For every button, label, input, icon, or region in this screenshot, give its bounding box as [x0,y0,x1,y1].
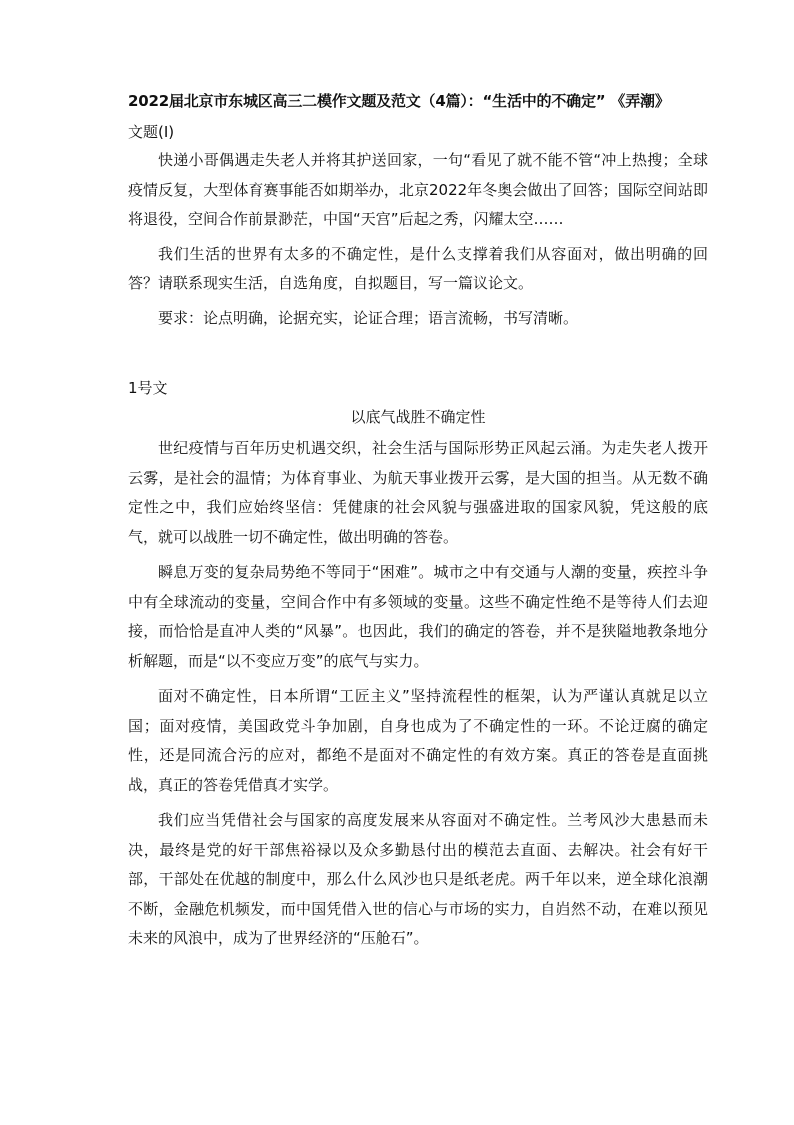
essay-number: 1号文 [128,379,168,397]
document-content [128,88,708,960]
prompt-paragraph-1: 快递小哥偶遇走失老人并将其护送回家，一句“看见了就不能不管“冲上热搜；全球疫情反复，大型体育赛事能否如期举办，北京2022年冬奥会做出了回答；国际空间站即将退役，空间合作前景渺茫，中国“天宫”后起之秀，闪耀太空…… [128,151,708,228]
essay-title: 以底气战胜不确定性 [350,408,486,426]
essay-paragraph-4: 我们应当凭借社会与国家的高度发展来从容面对不确定性。兰考风沙大患悬而未决，最终是党的好干部焦裕禄以及众多勤恳付出的模范去直面、去解决。社会有好干部，干部处在优越的制度中，那么什么风沙也只是纸老虎。两千年以来，逆全球化浪潮不断，金融危机频发，而中国凭借入世的信心与市场的实力，自岿然不动，在难以预见未来的风浪中，成为了世界经济的“压舱石”。 [128,811,708,947]
document-title: 2022届北京市东城区高三二模作文题及范文（4篇）：“生活中的不确定” 《弄潮》 [128,92,670,110]
essay-paragraph-1: 世纪疫情与百年历史机遇交织，社会生活与国际形势正风起云涌。为走失老人拨开云雾，是社会的温情；为体育事业、为航天事业拨开云雾，是大国的担当。从无数不确定性之中，我们应始终坚信：凭健康的社会风貌与强盛进取的国家风貌，凭这般的底气，就可以战胜一切不确定性，做出明确的答卷。 [128,439,708,546]
section-spacer [128,338,708,374]
essay-paragraph-2: 瞬息万变的复杂局势绝不等同于“困难”。城市之中有交通与人潮的变量，疾控斗争中有全球流动的变量，空间合作中有多领域的变量。这些不确定性绝不是等待人们去迎接，而恰恰是直冲人类的“风暴”。也因此，我们的确定的答卷，并不是狭隘地教条地分析解题，而是“以不变应万变”的底气与实力。 [128,563,708,670]
prompt-requirements: 要求：论点明确，论据充实，论证合理；语言流畅，书写清晰。 [158,308,579,327]
prompt-label: 文题(I) [128,123,175,141]
prompt-paragraph-2: 我们生活的世界有太多的不确定性，是什么支撑着我们从容面对，做出明确的回答？请联系现实生活，自选角度，自拟题目，写一篇议论文。 [128,244,708,292]
essay-paragraph-3: 面对不确定性，日本所谓“工匠主义”坚持流程性的框架，认为严谨认真就足以立国；面对疫情，美国政党斗争加剧，自身也成为了不确定性的一环。不论迂腐的确定性，还是同流合污的应对，都绝不是面对不确定性的有效方案。真正的答卷是直面挑战，真正的答卷凭借真才实学。 [128,687,708,794]
